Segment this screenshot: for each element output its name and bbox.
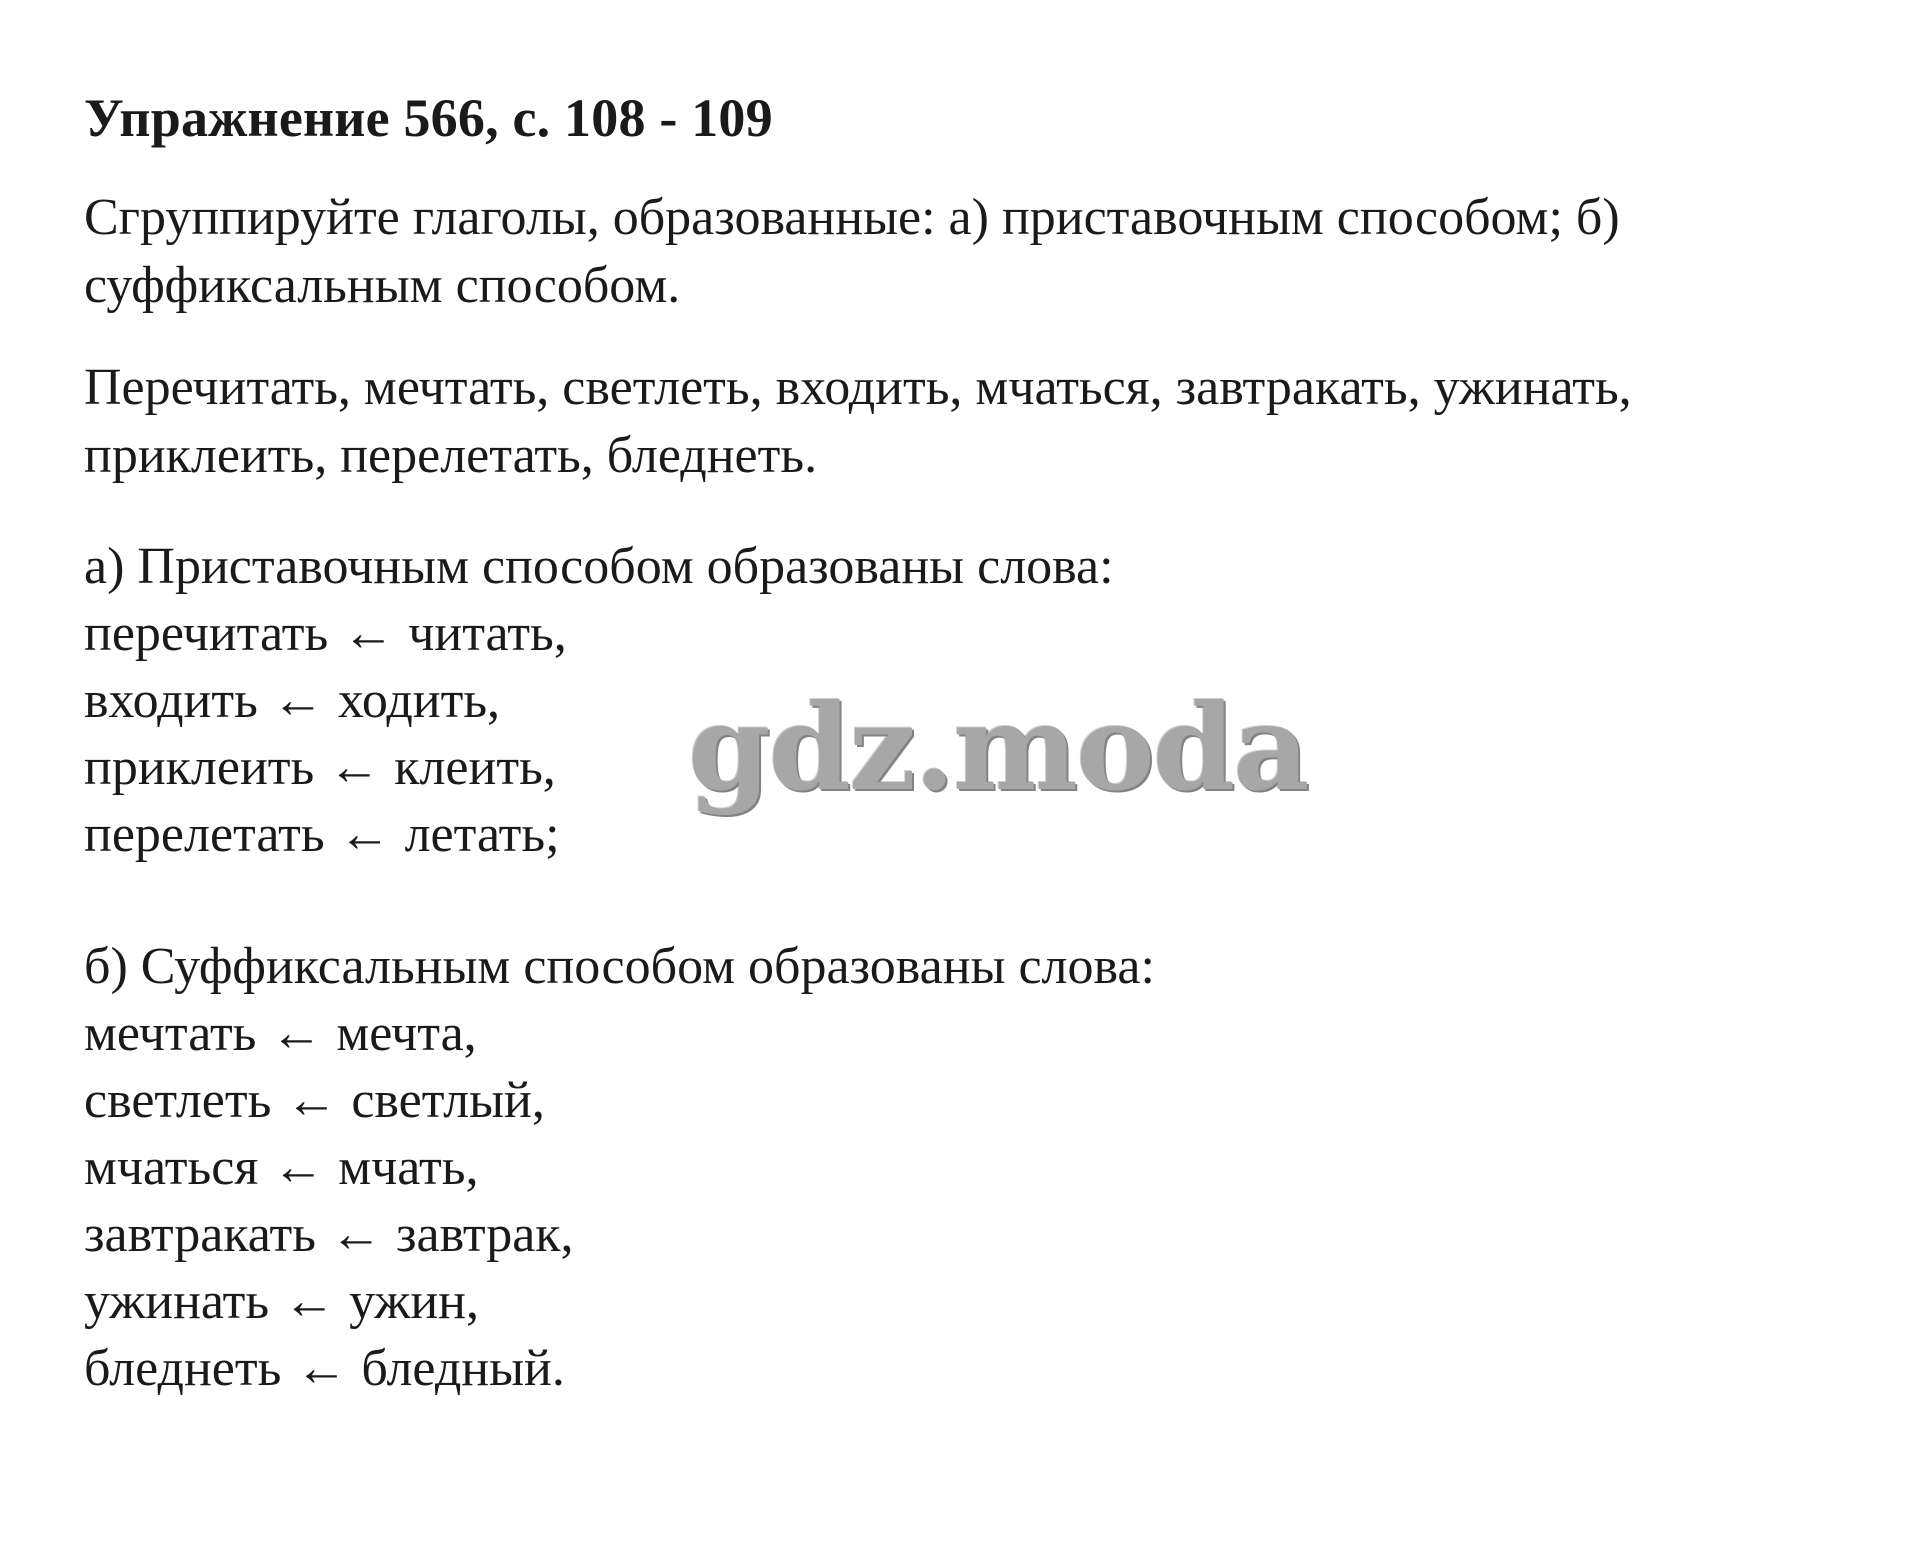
derived-word: входить	[84, 672, 258, 729]
source-word: светлый,	[351, 1072, 545, 1129]
left-arrow-icon: ←	[283, 1273, 336, 1330]
list-item	[84, 1067, 1874, 1134]
section-prefix-heading: а) Приставочным способом образованы слова:	[84, 538, 1114, 595]
source-word: мчать,	[338, 1139, 479, 1196]
list-item	[84, 1335, 1874, 1402]
derived-word: приклеить	[84, 739, 315, 796]
left-arrow-icon: ←	[342, 605, 395, 662]
source-word: ходить,	[337, 672, 501, 729]
source-word: мечта,	[336, 1005, 477, 1062]
source-word: завтрак,	[395, 1206, 574, 1263]
list-item	[84, 1134, 1874, 1201]
watermark-logo: gdz.moda	[688, 678, 1308, 817]
derived-word: мечтать	[84, 1005, 257, 1062]
left-arrow-icon: ←	[271, 672, 324, 729]
word-list: Перечитать, мечтать, светлеть, входить, мчаться, завтракать, ужинать, приклеить, перелетать, бледнеть.	[84, 359, 1632, 484]
source-word: ужин,	[349, 1273, 479, 1330]
left-arrow-icon: ←	[329, 1206, 382, 1263]
left-arrow-icon: ←	[328, 739, 381, 796]
source-word: летать;	[404, 806, 560, 863]
left-arrow-icon: ←	[285, 1072, 338, 1129]
derived-word: светлеть	[84, 1072, 272, 1129]
section-suffix-heading: б) Суффиксальным способом образованы слова:	[84, 938, 1155, 995]
derived-word: перелетать	[84, 806, 325, 863]
source-word: клеить,	[394, 739, 556, 796]
left-arrow-icon: ←	[270, 1005, 323, 1062]
list-item	[84, 600, 1874, 667]
list-item	[84, 1000, 1874, 1067]
left-arrow-icon: ←	[338, 806, 391, 863]
source-word: бледный.	[361, 1340, 565, 1397]
source-word: читать,	[408, 605, 567, 662]
left-arrow-icon: ←	[295, 1340, 348, 1397]
exercise-title: Упражнение 566, с. 108 - 109	[84, 88, 773, 148]
derived-word: ужинать	[84, 1273, 270, 1330]
section-suffix-list	[84, 1000, 1874, 1402]
list-item	[84, 1268, 1874, 1335]
derived-word: мчаться	[84, 1139, 259, 1196]
list-item	[84, 1201, 1874, 1268]
derived-word: перечитать	[84, 605, 329, 662]
derived-word: завтракать	[84, 1206, 316, 1263]
task-text: Сгруппируйте глаголы, образованные: а) приставочным способом; б) суффиксальным способом.	[84, 189, 1620, 314]
left-arrow-icon: ←	[272, 1139, 325, 1196]
derived-word: бледнеть	[84, 1340, 282, 1397]
section-suffix	[84, 934, 1874, 1402]
